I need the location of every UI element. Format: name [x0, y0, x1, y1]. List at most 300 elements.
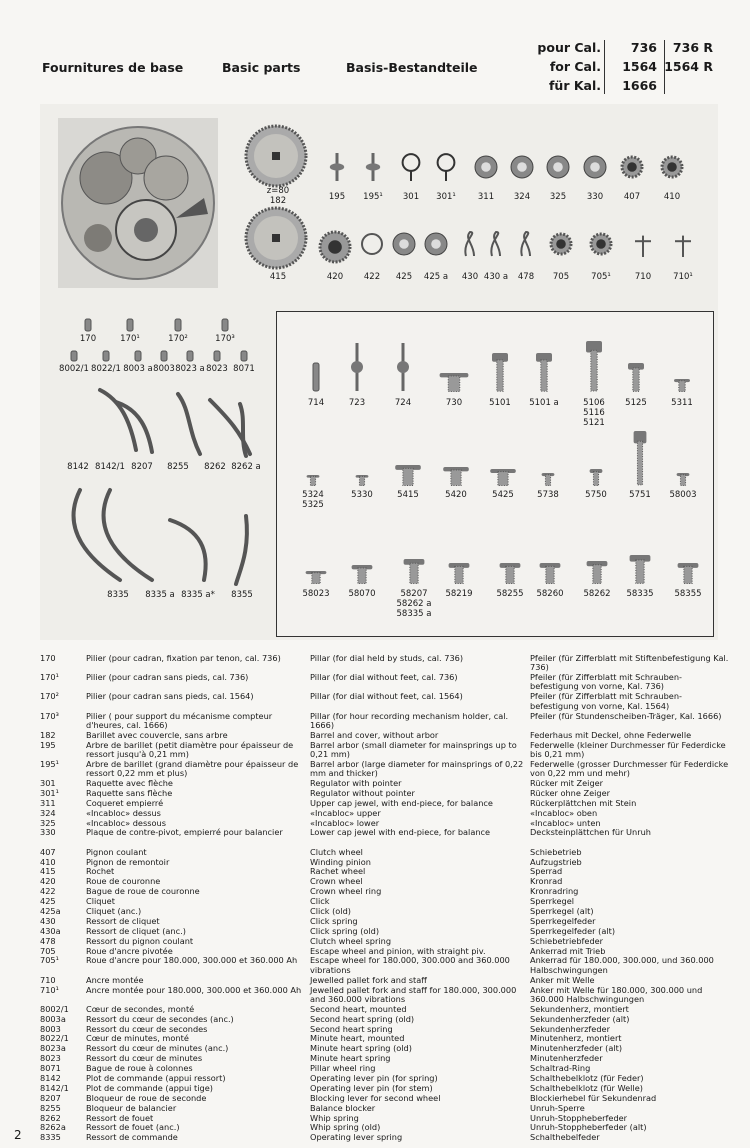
- cell-num: 301: [40, 778, 56, 789]
- cell-num: 8207: [40, 1092, 61, 1103]
- part-label: 430 a: [483, 272, 509, 282]
- cell-fr: Ressort du cœur de minutes: [86, 1053, 203, 1064]
- part-label: 705: [552, 272, 570, 282]
- cell-num: 8262a: [40, 1122, 66, 1133]
- cell-en: Crown wheel ring: [310, 886, 382, 897]
- part-label: 5324 5325: [302, 490, 324, 510]
- cell-fr: Roue d'ancre pivotée: [86, 945, 173, 956]
- screw-image: [303, 570, 329, 584]
- part-label: 5420: [445, 490, 467, 500]
- cell-num: 430: [40, 915, 56, 926]
- cell-en: Regulator with pointer: [310, 778, 402, 789]
- cell-de: «Incabloc» unten: [530, 817, 601, 828]
- cell-en: Operating lever pin (for spring): [310, 1072, 438, 1083]
- cell-fr: Cœur de secondes, monté: [86, 1003, 195, 1014]
- cell-num: 8003a: [40, 1013, 66, 1024]
- part-label: 8022/1: [91, 364, 121, 374]
- cell-fr: Rochet: [86, 866, 115, 877]
- cell-fr: Ressort du cœur de secondes: [86, 1023, 208, 1034]
- cell-en: Barrel and cover, without arbor: [310, 729, 439, 740]
- cell-de: Sekundenherz, montiert: [530, 1003, 629, 1014]
- cell-fr: Ancre montée pour 180.000, 300.000 et 360.000 Ah: [86, 984, 302, 995]
- cell-de: Federhaus mit Deckel, ohne Federwelle: [530, 729, 692, 740]
- part-label: 170: [79, 334, 97, 344]
- screw-image: [540, 472, 556, 486]
- part-label: 430: [461, 272, 479, 282]
- table-row: [40, 828, 730, 847]
- cell-en: Pillar wheel ring: [310, 1063, 376, 1074]
- cell-en: Pillar (for dial without feet, cal. 1564): [310, 691, 463, 702]
- cell-fr: Pignon de remontoir: [86, 856, 170, 867]
- part-label: 58255: [496, 589, 524, 599]
- cell-fr: Pilier (pour cadran, fixation par tenon, cal. 736): [86, 653, 281, 663]
- table-row: [40, 654, 730, 673]
- part-label: 8071: [233, 364, 255, 374]
- part-label: 724: [394, 398, 412, 408]
- part-label: 8262 a: [231, 462, 261, 472]
- cell-fr: Cliquet (anc.): [86, 906, 142, 916]
- cell-de: Rücker ohne Zeiger: [530, 787, 611, 798]
- cell-en: Crown wheel: [310, 876, 363, 887]
- cell-en: Second heart spring: [310, 1023, 393, 1034]
- staff-image: [347, 342, 367, 392]
- cell-en: Upper cap jewel, with end-piece, for balance: [310, 797, 493, 808]
- fork-image: [631, 230, 655, 258]
- cell-fr: Cliquet: [86, 896, 115, 907]
- title-fr: Fournitures de base: [42, 60, 184, 75]
- screw-image: [446, 562, 472, 584]
- cell-num: 325: [40, 817, 56, 828]
- cell-de: Ankerrad mit Trieb: [530, 945, 606, 956]
- part-label: 8207: [131, 462, 153, 472]
- screw-image: [401, 558, 427, 584]
- cell-en: Clutch wheel: [310, 846, 363, 857]
- part-label: 723: [348, 398, 366, 408]
- cell-en: «Incabloc» upper: [310, 807, 381, 818]
- cell-de: Pfeiler (für Stundenscheiben-Träger, Kal. 1666): [530, 710, 722, 721]
- cell-num: 8023: [40, 1053, 61, 1064]
- part-label: 5330: [351, 490, 373, 500]
- cell-num: 8142: [40, 1072, 61, 1083]
- cell-de: Sperrkegel: [530, 896, 575, 907]
- cell-en: Click spring (old): [310, 925, 380, 936]
- cell-num: 425a: [40, 906, 61, 916]
- cell-en: Operating lever pin (for stem): [310, 1082, 433, 1093]
- springs-drawing: [60, 380, 270, 610]
- cell-de: Anker mit Welle für 180.000, 300.000 und 360.000 Halbschwingungen: [530, 984, 703, 1004]
- cell-de: Decksteinplättchen für Unruh: [530, 827, 651, 838]
- cell-en: Clutch wheel spring: [310, 935, 392, 946]
- cal-value: 1666: [622, 78, 657, 93]
- cell-num: 8003: [40, 1023, 61, 1034]
- cell-en: Lower cap jewel with end-piece, for balance: [310, 827, 491, 838]
- screw-image: [497, 562, 523, 584]
- cal-label: for Cal.: [549, 59, 601, 74]
- part-label: 5425: [492, 490, 514, 500]
- table-row: [40, 712, 730, 731]
- jewel-image: [424, 230, 448, 258]
- part-label: 8002/1: [59, 364, 89, 374]
- cell-fr: Roue de couronne: [86, 876, 161, 887]
- cell-fr: Ressort de cliquet: [86, 915, 160, 926]
- cell-en: Pillar (for hour recording mechanism holder, cal. 1666): [310, 710, 509, 730]
- cal-label: pour Cal.: [537, 40, 601, 55]
- cell-de: Schiebetriebfeder: [530, 935, 604, 946]
- part-label: 8262: [204, 462, 226, 472]
- cell-de: Federwelle (kleiner Durchmesser für Federdicke bis 0,21 mm): [530, 739, 726, 759]
- cell-en: Winding pinion: [310, 856, 371, 867]
- cell-fr: Roue d'ancre pour 180.000, 300.000 et 360.000 Ah: [86, 955, 298, 966]
- cell-num: 710¹: [40, 984, 59, 995]
- cell-num: 195¹: [40, 758, 59, 769]
- part-label: 420: [326, 272, 344, 282]
- cell-de: Minutenherzfeder (alt): [530, 1043, 623, 1054]
- cell-de: Blockierhebel für Sekundenrad: [530, 1092, 657, 1103]
- cell-fr: Ressort de commande: [86, 1132, 178, 1143]
- pin-image: [83, 318, 93, 332]
- cell-de: Aufzugstrieb: [530, 856, 582, 867]
- part-label: 714: [307, 398, 325, 408]
- cell-en: Whip spring: [310, 1112, 359, 1123]
- cell-fr: Pilier (pour cadran sans pieds, cal. 1564): [86, 691, 254, 702]
- table-row: [40, 673, 730, 692]
- cell-num: 170¹: [40, 672, 59, 683]
- cal-divider: [604, 40, 605, 94]
- screw-image: [584, 560, 610, 584]
- screw-image: [487, 468, 519, 486]
- cell-en: Pillar (for dial without feet, cal. 736): [310, 672, 458, 683]
- table-row: [40, 986, 730, 1005]
- cell-fr: Raquette avec flèche: [86, 778, 173, 789]
- cell-num: 705¹: [40, 955, 59, 966]
- ring-image: [360, 230, 384, 258]
- pin-image: [101, 350, 111, 362]
- cell-de: Ankerrad für 180.000, 300.000, und 360.000 Halbschwingungen: [530, 955, 714, 975]
- cell-num: 182: [40, 729, 56, 740]
- cell-en: Pillar (for dial held by studs, cal. 736): [310, 653, 464, 663]
- screw-image: [305, 474, 321, 486]
- parts-table: [40, 654, 730, 1143]
- cell-de: Sperrkegel (alt): [530, 906, 594, 916]
- cell-de: Schaltrad-Ring: [530, 1063, 591, 1074]
- part-label: 195: [328, 192, 346, 202]
- cell-en: Escape wheel and pinion, with straight piv.: [310, 945, 486, 956]
- cell-num: 8071: [40, 1063, 61, 1074]
- cell-fr: Arbre de barillet (grand diamètre pour épaisseur de ressort 0,22 mm et plus): [86, 758, 299, 779]
- gear-image: [549, 230, 573, 258]
- part-label: 8142/1: [95, 462, 125, 472]
- cell-de: Sekundenherzfeder: [530, 1023, 610, 1034]
- cell-de: Schiebetrieb: [530, 846, 582, 857]
- cell-fr: Ressort de fouet: [86, 1112, 154, 1123]
- cell-fr: Ressort de fouet (anc.): [86, 1122, 180, 1133]
- screw-image: [626, 362, 646, 392]
- cell-fr: Barillet avec couvercle, sans arbre: [86, 729, 228, 740]
- cell-num: 170³: [40, 710, 59, 721]
- table-row: [40, 858, 730, 868]
- part-label: 422: [363, 272, 381, 282]
- cell-en: Second heart, mounted: [310, 1003, 407, 1014]
- cal-value: 736 R: [672, 40, 713, 55]
- cal-label: für Kal.: [548, 78, 601, 93]
- screw-image: [436, 372, 472, 392]
- staff-image: [361, 152, 385, 182]
- cell-de: Minutenherzfeder: [530, 1053, 603, 1064]
- key-image: [399, 152, 423, 182]
- cell-fr: Ressort du pignon coulant: [86, 935, 194, 946]
- cell-de: Pfeiler (für Zifferblatt mit Stiftenbefestigung Kal. 736): [530, 653, 729, 673]
- screw-image: [584, 340, 604, 392]
- cell-en: Barrel arbor (large diameter for mainsprings of 0,22 mm and thicker): [310, 758, 524, 779]
- title-en: Basic parts: [222, 60, 301, 75]
- part-label: 8335 a: [145, 590, 175, 600]
- pin-image: [185, 350, 195, 362]
- part-label: 58207 58262 a 58335 a: [396, 589, 432, 619]
- screw-image: [534, 352, 554, 392]
- cell-num: 425: [40, 896, 56, 907]
- cell-en: Click (old): [310, 906, 351, 916]
- cell-de: Unruh-Stoppheberfeder (alt): [530, 1122, 647, 1133]
- part-label: 58260: [536, 589, 564, 599]
- table-row: [40, 956, 730, 975]
- cell-num: 410: [40, 856, 56, 867]
- table-row: [40, 897, 730, 907]
- cell-de: Rückerplättchen mit Stein: [530, 797, 637, 808]
- cell-fr: Bloqueur de roue de seconde: [86, 1092, 207, 1103]
- part-label: 58219: [445, 589, 473, 599]
- cell-num: 170²: [40, 691, 59, 702]
- cell-en: «Incabloc» lower: [310, 817, 380, 828]
- part-label: 8335: [107, 590, 129, 600]
- part-label: 58070: [348, 589, 376, 599]
- part-label: 5750: [585, 490, 607, 500]
- table-row: [40, 1133, 730, 1143]
- part-label: 5738: [537, 490, 559, 500]
- cell-de: Schalthebelklotz (für Feder): [530, 1072, 644, 1083]
- cell-fr: Bloqueur de balancier: [86, 1102, 177, 1113]
- screw-image: [440, 466, 472, 486]
- wire-image: [458, 230, 482, 258]
- cell-en: Barrel arbor (small diameter for mainsprings up to 0,21 mm): [310, 739, 517, 759]
- cell-en: Minute heart spring (old): [310, 1043, 412, 1054]
- key-image: [434, 152, 458, 182]
- pin-image: [173, 318, 183, 332]
- screw-image: [392, 464, 424, 486]
- cell-num: 705: [40, 945, 56, 956]
- screw-image: [627, 554, 653, 584]
- cell-fr: Arbre de barillet (petit diamètre pour épaisseur de ressort jusqu'à 0,21 mm): [86, 739, 294, 759]
- cell-num: 420: [40, 876, 56, 887]
- part-label: 710: [634, 272, 652, 282]
- pin-image: [212, 350, 222, 362]
- part-label: 478: [517, 272, 535, 282]
- cell-fr: Bague de roue à colonnes: [86, 1063, 193, 1074]
- part-label: 5125: [625, 398, 647, 408]
- jewel-image: [474, 152, 498, 182]
- jewel-image: [583, 152, 607, 182]
- cell-de: Pfeiler (für Zifferblatt mit Schrauben- befestigung von vorne, Kal. 1564): [530, 691, 682, 711]
- part-label: 8003 a: [123, 364, 153, 374]
- part-label: 8023: [206, 364, 228, 374]
- cell-num: 324: [40, 807, 56, 818]
- pin-image: [69, 350, 79, 362]
- table-row: [40, 692, 730, 711]
- cell-num: 170: [40, 653, 56, 663]
- part-label: 301: [402, 192, 420, 202]
- cell-en: Rachet wheel: [310, 866, 366, 877]
- cell-fr: Ressort de cliquet (anc.): [86, 925, 186, 936]
- jewel-image: [392, 230, 416, 258]
- cell-num: 330: [40, 827, 56, 838]
- cell-fr: Cœur de minutes, monté: [86, 1033, 189, 1044]
- table-row: [40, 760, 730, 779]
- title-de: Basis-Bestandteile: [346, 60, 478, 75]
- part-label: 311: [477, 192, 495, 202]
- page-number: 2: [14, 1128, 22, 1142]
- cell-en: Jewelled pallet fork and staff for 180.000, 300.000 and 360.000 vibrations: [310, 984, 517, 1004]
- part-label: 5101: [489, 398, 511, 408]
- cell-num: 195: [40, 739, 56, 750]
- part-label: 5106 5116 5121: [583, 398, 605, 428]
- cell-de: Anker mit Welle: [530, 974, 595, 985]
- part-label: 170³: [215, 334, 235, 344]
- part-label: 325: [549, 192, 567, 202]
- cell-en: Minute heart spring: [310, 1053, 391, 1064]
- screw-image: [675, 472, 691, 486]
- part-label: 8335 a*: [181, 590, 215, 600]
- part-label: 730: [445, 398, 463, 408]
- cell-fr: Plot de commande (appui tige): [86, 1082, 213, 1093]
- cell-de: Federwelle (grosser Durchmesser für Federdicke von 0,22 mm und mehr): [530, 758, 729, 779]
- cell-en: Click spring: [310, 915, 358, 926]
- part-label: 407: [623, 192, 641, 202]
- part-label: 58023: [302, 589, 330, 599]
- part-label: 170²: [168, 334, 188, 344]
- cell-num: 8142/1: [40, 1082, 69, 1093]
- cell-de: Pfeiler (für Zifferblatt mit Schrauben- befestigung von vorne, Kal. 736): [530, 672, 682, 692]
- staff-image: [325, 152, 349, 182]
- ratchet-wheel-415-image: [244, 206, 308, 270]
- screw-image: [490, 352, 510, 392]
- cell-en: Click: [310, 896, 330, 907]
- screw-image: [349, 564, 375, 584]
- cell-de: Sekundenherzfeder (alt): [530, 1013, 630, 1024]
- wire-image: [514, 230, 538, 258]
- cell-num: 430a: [40, 925, 61, 936]
- cell-de: Kronradring: [530, 886, 579, 897]
- pin-image: [306, 362, 326, 392]
- cell-fr: Plot de commande (appui ressort): [86, 1072, 226, 1083]
- part-label: 324: [513, 192, 531, 202]
- screw-image: [588, 468, 604, 486]
- fork-image: [671, 230, 695, 258]
- cell-de: Rücker mit Zeiger: [530, 778, 604, 789]
- cal-value: 736: [630, 40, 657, 55]
- part-label: 5101 a: [529, 398, 559, 408]
- screw-image: [675, 562, 701, 584]
- cal-value: 1564 R: [664, 59, 713, 74]
- part-label: 58003: [669, 490, 697, 500]
- cell-en: Jewelled pallet fork and staff: [310, 974, 427, 985]
- cell-fr: Ressort du cœur de secondes (anc.): [86, 1013, 234, 1024]
- screw-image: [672, 378, 692, 392]
- cell-num: 8255: [40, 1102, 61, 1113]
- screw-image: [537, 562, 563, 584]
- part-label: 8023 a: [175, 364, 205, 374]
- part-label: 5751: [629, 490, 651, 500]
- cell-num: 8335: [40, 1132, 61, 1143]
- cell-fr: Coqueret empierré: [86, 797, 164, 808]
- cell-num: 311: [40, 797, 56, 808]
- cell-fr: Ancre montée: [86, 974, 144, 985]
- cell-num: 301¹: [40, 787, 59, 798]
- part-label: 705¹: [591, 272, 611, 282]
- gear-image: [589, 230, 613, 258]
- pin-image: [239, 350, 249, 362]
- cell-de: Minutenherz, montiert: [530, 1033, 622, 1044]
- cell-en: Regulator without pointer: [310, 787, 415, 798]
- part-label: 8355: [231, 590, 253, 600]
- calibre-table: [510, 40, 725, 96]
- cell-num: 415: [40, 866, 56, 877]
- cal-value: 1564: [622, 59, 657, 74]
- cell-num: 8262: [40, 1112, 61, 1123]
- cell-num: 8002/1: [40, 1003, 69, 1014]
- pin-image: [125, 318, 135, 332]
- cell-de: Kronrad: [530, 876, 563, 887]
- cell-de: Sperrkegelfeder: [530, 915, 596, 926]
- jewel-image: [546, 152, 570, 182]
- cell-num: 422: [40, 886, 56, 897]
- cell-num: 8022/1: [40, 1033, 69, 1044]
- cell-de: Schalthebelklotz (für Welle): [530, 1082, 643, 1093]
- part-label: z=80 182: [266, 186, 290, 206]
- cell-num: 407: [40, 846, 56, 857]
- cell-en: Minute heart, mounted: [310, 1033, 405, 1044]
- part-label: 415: [269, 272, 287, 282]
- part-label: 425 a: [423, 272, 449, 282]
- cell-fr: Bague de roue de couronne: [86, 886, 200, 897]
- gear-image: [620, 152, 644, 182]
- part-label: 170¹: [120, 334, 140, 344]
- table-row: [40, 887, 730, 897]
- jewel-image: [510, 152, 534, 182]
- part-label: 410: [663, 192, 681, 202]
- movement-photo: [58, 118, 218, 288]
- staff-image: [393, 342, 413, 392]
- screw-image: [632, 430, 648, 486]
- cell-de: «Incabloc» oben: [530, 807, 598, 818]
- cell-en: Blocking lever for second wheel: [310, 1092, 441, 1103]
- wire-image: [484, 230, 508, 258]
- cell-num: 8023a: [40, 1043, 66, 1054]
- cell-de: Unruh-Sperre: [530, 1102, 585, 1113]
- table-row: [40, 741, 730, 760]
- part-label: 301¹: [436, 192, 456, 202]
- part-label: 58335: [626, 589, 654, 599]
- cell-num: 478: [40, 935, 56, 946]
- cell-fr: Pilier (pour cadran sans pieds, cal. 736): [86, 672, 249, 683]
- cell-fr: Raquette sans flèche: [86, 787, 173, 798]
- part-label: 58355: [674, 589, 702, 599]
- pin-image: [220, 318, 230, 332]
- cell-de: Schalthebelfeder: [530, 1132, 600, 1143]
- cell-de: Unruh-Stoppheberfeder: [530, 1112, 628, 1123]
- pin-image: [133, 350, 143, 362]
- part-label: 330: [586, 192, 604, 202]
- part-label: 425: [395, 272, 413, 282]
- cell-en: Whip spring (old): [310, 1122, 381, 1133]
